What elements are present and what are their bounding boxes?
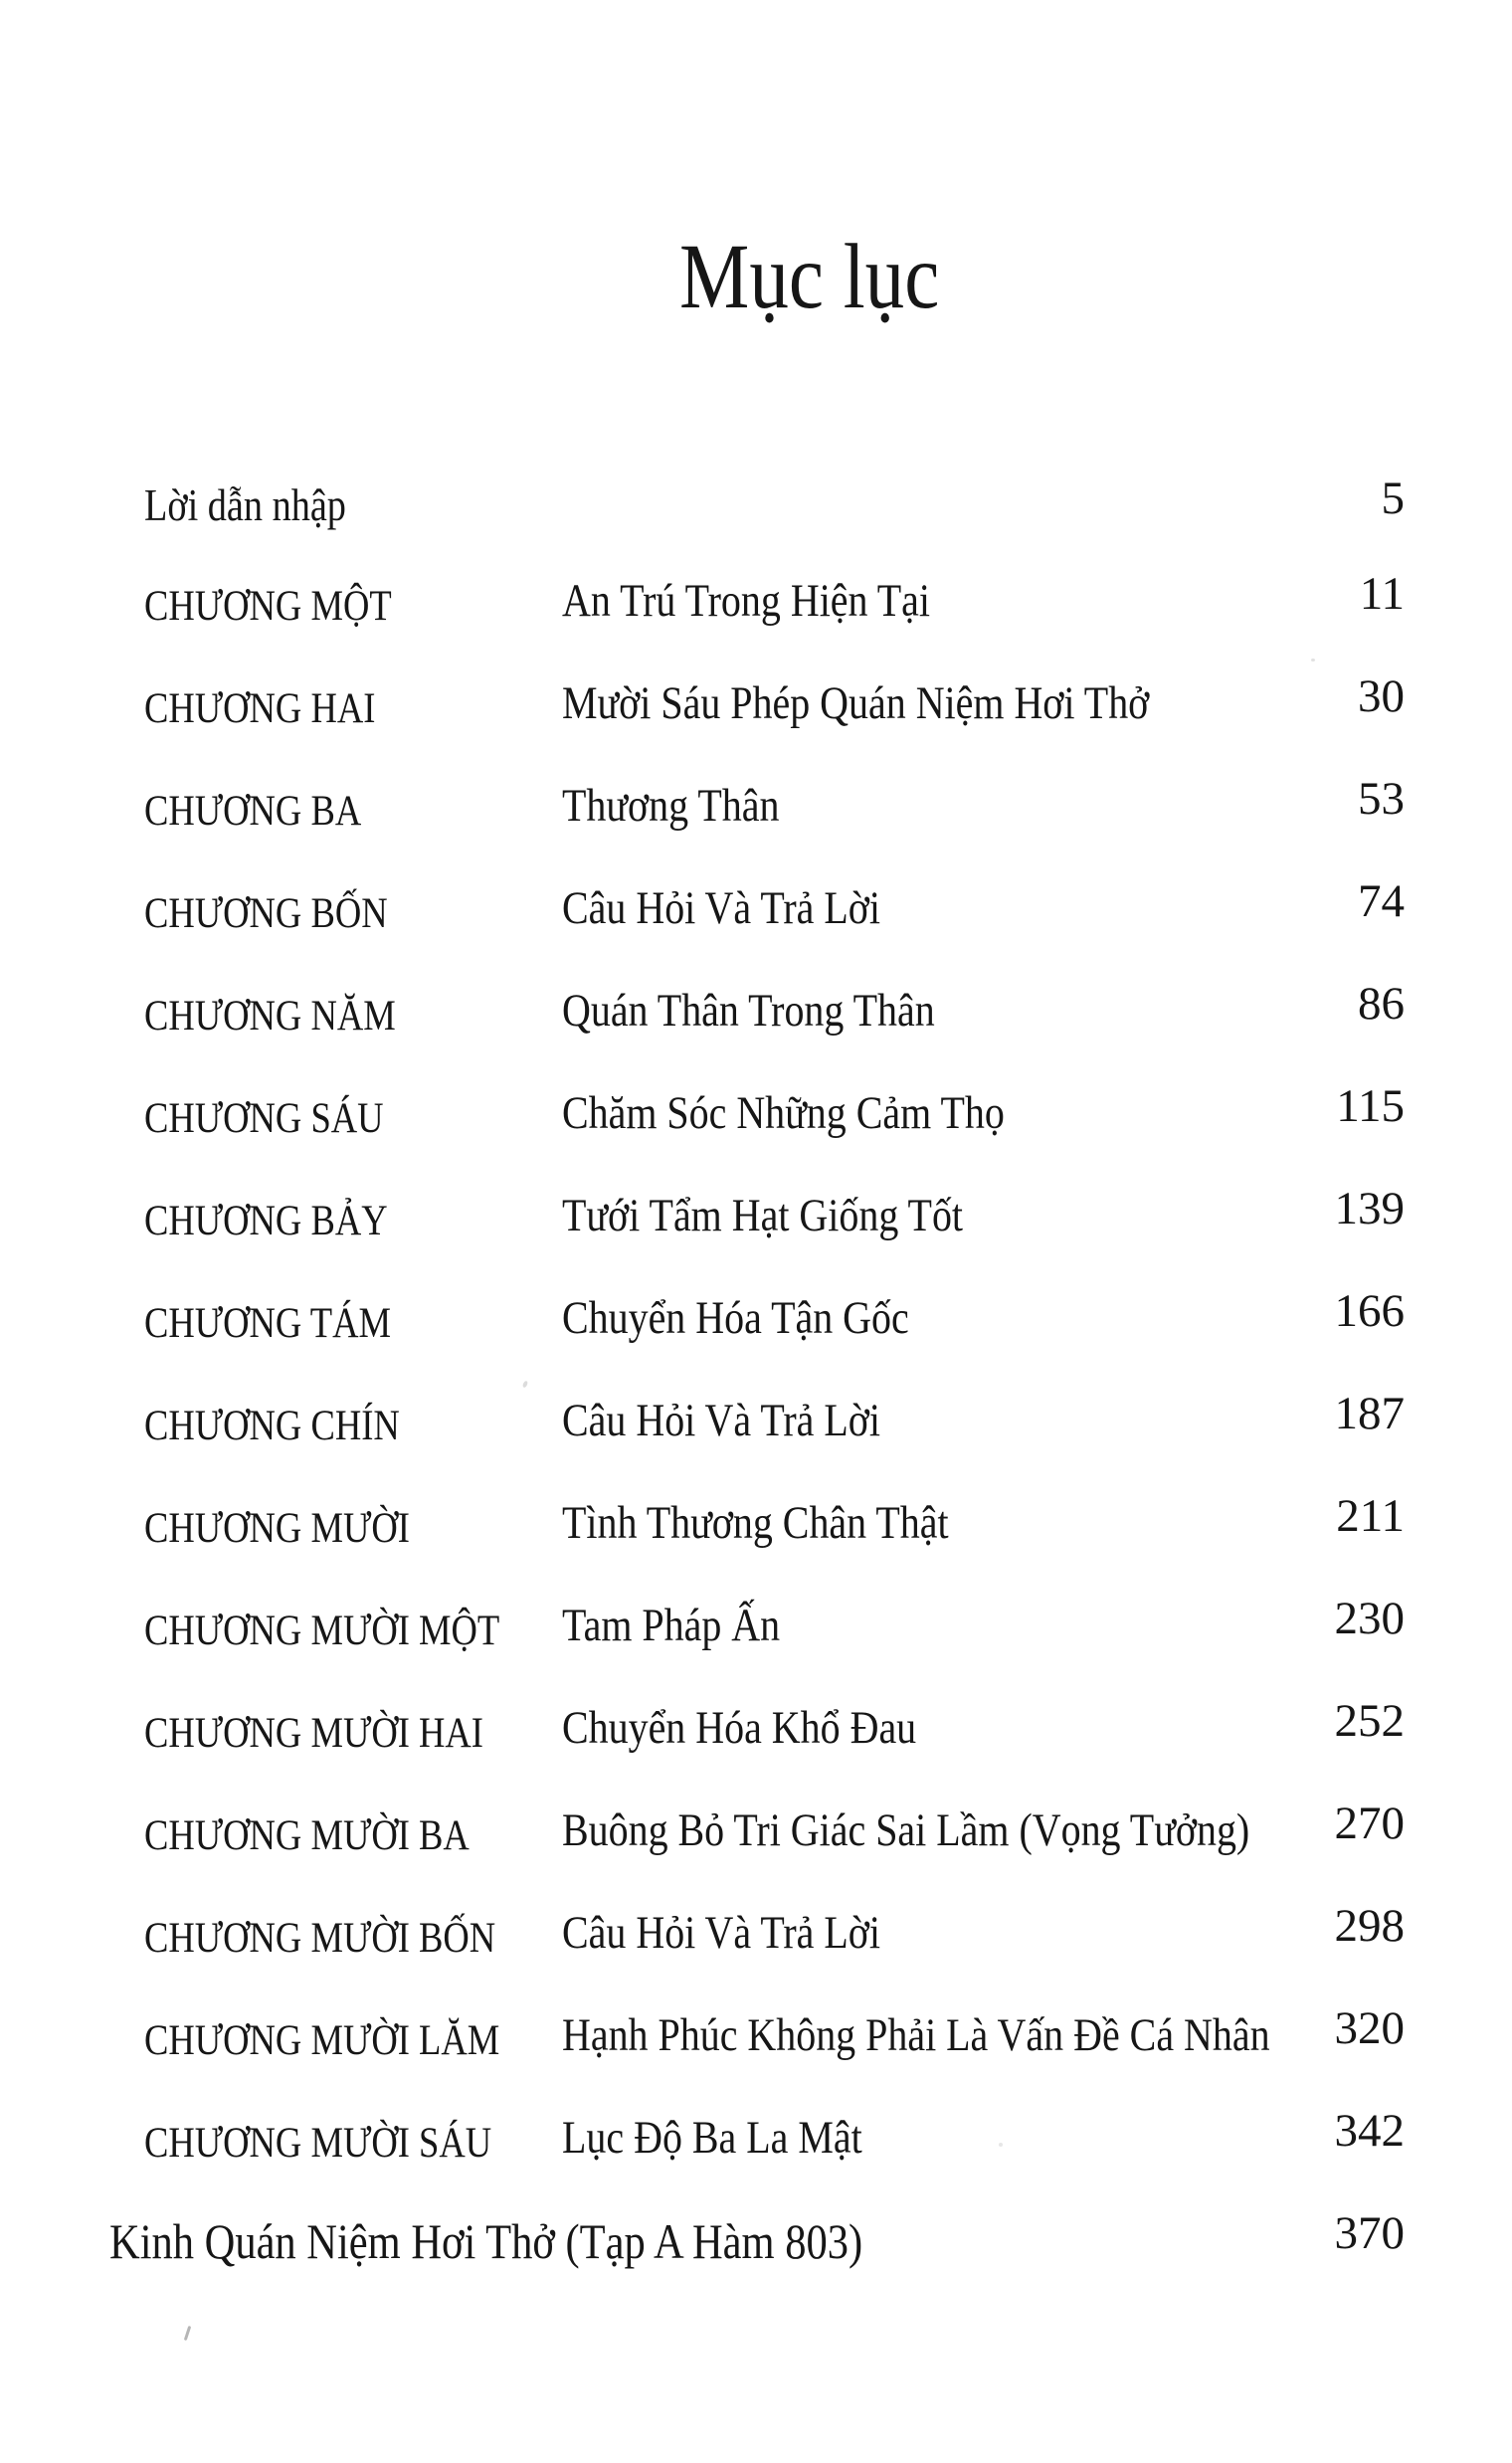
toc-row (0, 550, 1512, 653)
chapter-label: CHƯƠNG MƯỜI (144, 1505, 410, 1552)
page-number: 298 (1334, 1900, 1405, 1952)
scan-speck (184, 2326, 191, 2341)
toc-row (0, 1985, 1512, 2087)
toc-row (0, 1267, 1512, 1370)
chapter-title: Câu Hỏi Và Trả Lời (562, 1907, 881, 1959)
page-number: 342 (1334, 2105, 1405, 2157)
chapter-label: CHƯƠNG MƯỜI HAI (144, 1710, 483, 1757)
toc-row (0, 1472, 1512, 1575)
toc-row (0, 857, 1512, 960)
chapter-label: CHƯƠNG MƯỜI LĂM (144, 2017, 500, 2064)
chapter-label: CHƯƠNG CHÍN (144, 1403, 400, 1449)
intro-label: Lời dẫn nhập (144, 480, 346, 530)
toc-row (0, 755, 1512, 857)
chapter-title: Hạnh Phúc Không Phải Là Vấn Đề Cá Nhân (562, 2009, 1270, 2061)
chapter-title: Câu Hỏi Và Trả Lời (562, 1395, 881, 1446)
intro-label-cell (144, 480, 1295, 530)
chapter-title: Chăm Sóc Những Cảm Thọ (562, 1087, 1005, 1139)
toc-row (0, 2087, 1512, 2189)
appendix-label: Kinh Quán Niệm Hơi Thở (Tạp A Hàm 803) (109, 2212, 863, 2269)
page-title-wrap (54, 226, 1512, 328)
chapter-title: Câu Hỏi Và Trả Lời (562, 882, 881, 934)
chapter-label: CHƯƠNG SÁU (144, 1095, 384, 1142)
scan-speck (1311, 659, 1315, 662)
page-number: 370 (1334, 2207, 1405, 2259)
toc-row (0, 1677, 1512, 1780)
toc-row (0, 1062, 1512, 1165)
page-number: 320 (1334, 2002, 1405, 2054)
toc-row-intro (0, 462, 1512, 550)
chapter-title: Tam Pháp Ấn (562, 1600, 781, 1651)
chapter-label: CHƯƠNG BẢY (144, 1198, 388, 1244)
page-title: Mục lục (679, 226, 940, 328)
scan-speck (999, 2143, 1003, 2147)
chapter-title: Mười Sáu Phép Quán Niệm Hơi Thở (562, 677, 1150, 729)
chapter-title: Buông Bỏ Tri Giác Sai Lầm (Vọng Tưởng) (562, 1804, 1250, 1856)
chapter-title: Tưới Tẩm Hạt Giống Tốt (562, 1190, 964, 1241)
chapter-title: Quán Thân Trong Thân (562, 985, 935, 1037)
page-number: 74 (1358, 875, 1405, 927)
table-of-contents (0, 462, 1512, 2292)
toc-row (0, 1882, 1512, 1985)
chapter-title: Tình Thương Chân Thật (562, 1497, 949, 1549)
page-number: 252 (1334, 1695, 1405, 1747)
chapter-label: CHƯƠNG MƯỜI BA (144, 1812, 470, 1859)
page-number: 11 (1359, 568, 1405, 620)
toc-row (0, 1165, 1512, 1267)
toc-row (0, 1575, 1512, 1677)
chapter-label: CHƯƠNG BA (144, 788, 362, 835)
page-number: 187 (1334, 1388, 1405, 1439)
chapter-title: An Trú Trong Hiện Tại (562, 575, 931, 627)
toc-row (0, 653, 1512, 755)
chapter-label: CHƯƠNG MƯỜI MỘT (144, 1608, 500, 1654)
chapter-title: Chuyển Hóa Tận Gốc (562, 1292, 909, 1344)
chapter-title: Chuyển Hóa Khổ Đau (562, 1702, 917, 1754)
page-number: 270 (1334, 1798, 1405, 1849)
chapter-label: CHƯƠNG HAI (144, 685, 376, 732)
chapter-title: Thương Thân (562, 780, 780, 832)
page-number: 5 (1381, 473, 1405, 524)
page-number: 115 (1336, 1080, 1405, 1132)
page-number: 53 (1358, 773, 1405, 825)
chapter-label: CHƯƠNG MƯỜI BỐN (144, 1915, 496, 1962)
page-number: 166 (1334, 1285, 1405, 1337)
page-number: 211 (1336, 1490, 1405, 1542)
toc-row (0, 1780, 1512, 1882)
page-number: 139 (1334, 1183, 1405, 1234)
chapter-label: CHƯƠNG NĂM (144, 993, 396, 1040)
chapter-title: Lục Độ Ba La Mật (562, 2112, 862, 2164)
page-number: 86 (1358, 978, 1405, 1030)
chapter-label: CHƯƠNG MỘT (144, 583, 392, 630)
chapter-label: CHƯƠNG BỐN (144, 890, 388, 937)
page-number: 230 (1334, 1593, 1405, 1644)
chapter-label: CHƯƠNG MƯỜI SÁU (144, 2120, 492, 2167)
chapter-label: CHƯƠNG TÁM (144, 1300, 392, 1347)
toc-row (0, 1370, 1512, 1472)
toc-row (0, 960, 1512, 1062)
toc-row-appendix (0, 2189, 1512, 2292)
page-number: 30 (1358, 670, 1405, 722)
